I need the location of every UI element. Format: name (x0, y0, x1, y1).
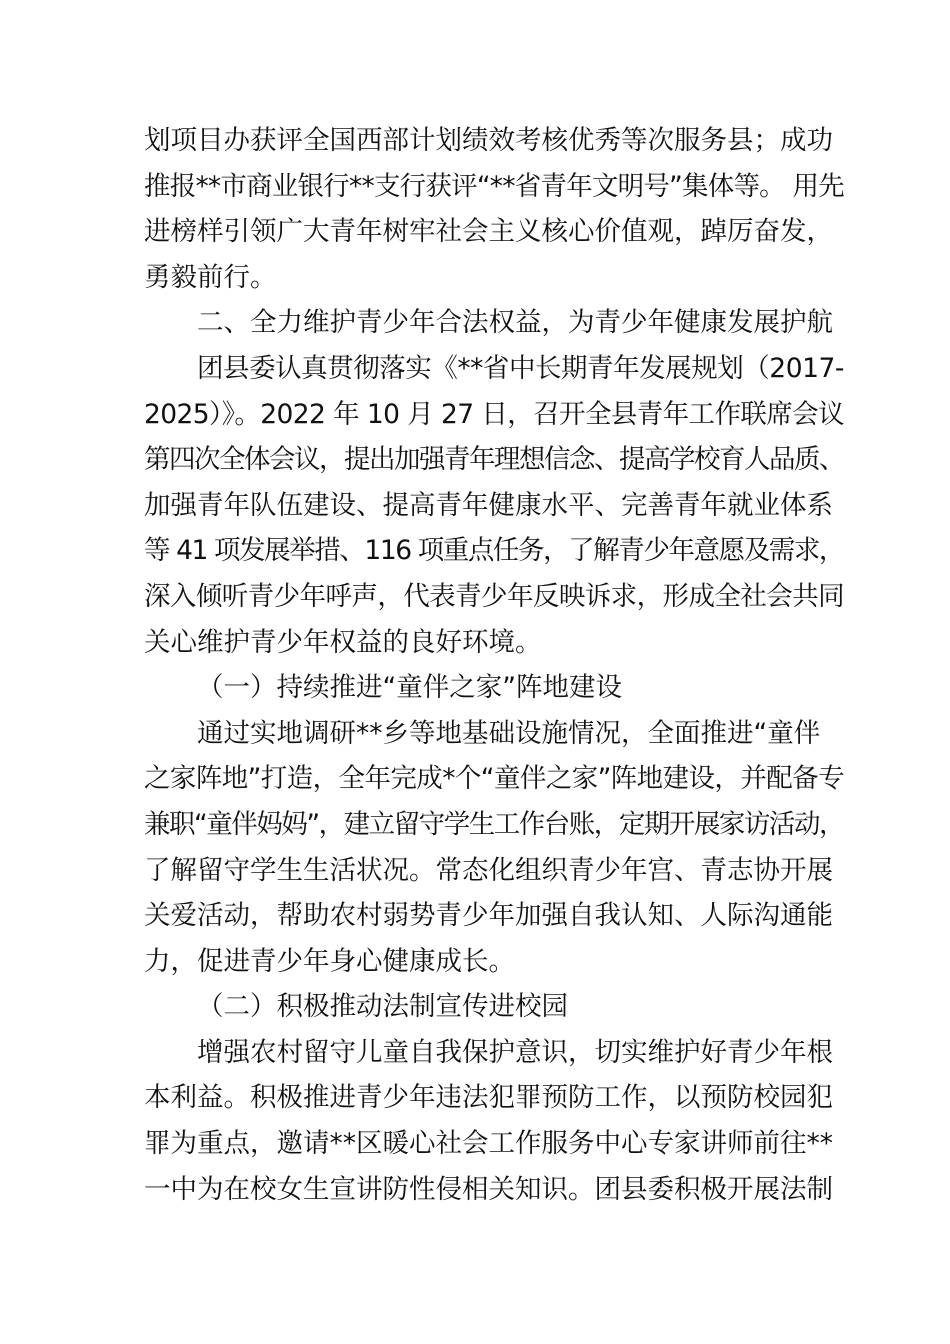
text-line: 兼职“童伴妈妈”，建立留守学生工作台账，定期开展家访活动， (144, 808, 844, 840)
subsection-heading: （二）积极推动法制宣传进校园 (197, 991, 568, 1023)
text-line: 深入倾听青少年呼声，代表青少年反映诉求，形成全社会共同 (144, 580, 844, 612)
text-line: 力，促进青少年身心健康成长。 (144, 945, 515, 977)
text-line: 2025）》。2022 年 10 月 27 日，召开全县青年工作联席会议 (144, 398, 844, 430)
text-line: 一中为在校女生宣讲防性侵相关知识。团县委积极开展法制 (144, 1173, 833, 1205)
text-line: 划项目办获评全国西部计划绩效考核优秀等次服务县；成功 (144, 125, 833, 156)
text-line: 之家阵地”打造，全年完成*个“童伴之家”阵地建设，并配备专 (144, 763, 844, 795)
text-line: 勇毅前行。 (144, 261, 277, 293)
document-page (144, 118, 844, 1212)
text-line: 进榜样引领广大青年树牢社会主义核心价值观，踔厉奋发， (144, 216, 833, 248)
text-line: 罪为重点，邀请**区暖心社会工作服务中心专家讲师前往** (144, 1128, 833, 1160)
text-line: 推报**市商业银行**支行获评“**省青年文明号”集体等。 用先 (144, 170, 844, 202)
text-line: 关爱活动，帮助农村弱势青少年加强自我认知、人际沟通能 (144, 900, 833, 932)
text-line: 团县委认真贯彻落实《**省中长期青年发展规划（2017- (197, 352, 844, 384)
text-line: 本利益。积极推进青少年违法犯罪预防工作，以预防校园犯 (144, 1082, 833, 1114)
text-line: 增强农村留守儿童自我保护意识，切实维护好青少年根 (197, 1036, 833, 1068)
text-line: 通过实地调研**乡等地基础设施情况，全面推进“童伴 (197, 717, 821, 749)
text-line: 关心维护青少年权益的良好环境。 (144, 626, 542, 658)
section-heading: 二、全力维护青少年合法权益，为青少年健康发展护航 (197, 307, 833, 339)
text-line: 第四次全体会议，提出加强青年理想信念、提高学校育人品质、 (144, 444, 844, 476)
text-line: 加强青年队伍建设、提高青年健康水平、完善青年就业体系 (144, 489, 833, 521)
subsection-heading: （一）持续推进“童伴之家”阵地建设 (197, 672, 622, 704)
text-line: 了解留守学生生活状况。常态化组织青少年宫、青志协开展 (144, 854, 833, 886)
text-line: 等 41 项发展举措、116 项重点任务，了解青少年意愿及需求， (144, 535, 844, 567)
